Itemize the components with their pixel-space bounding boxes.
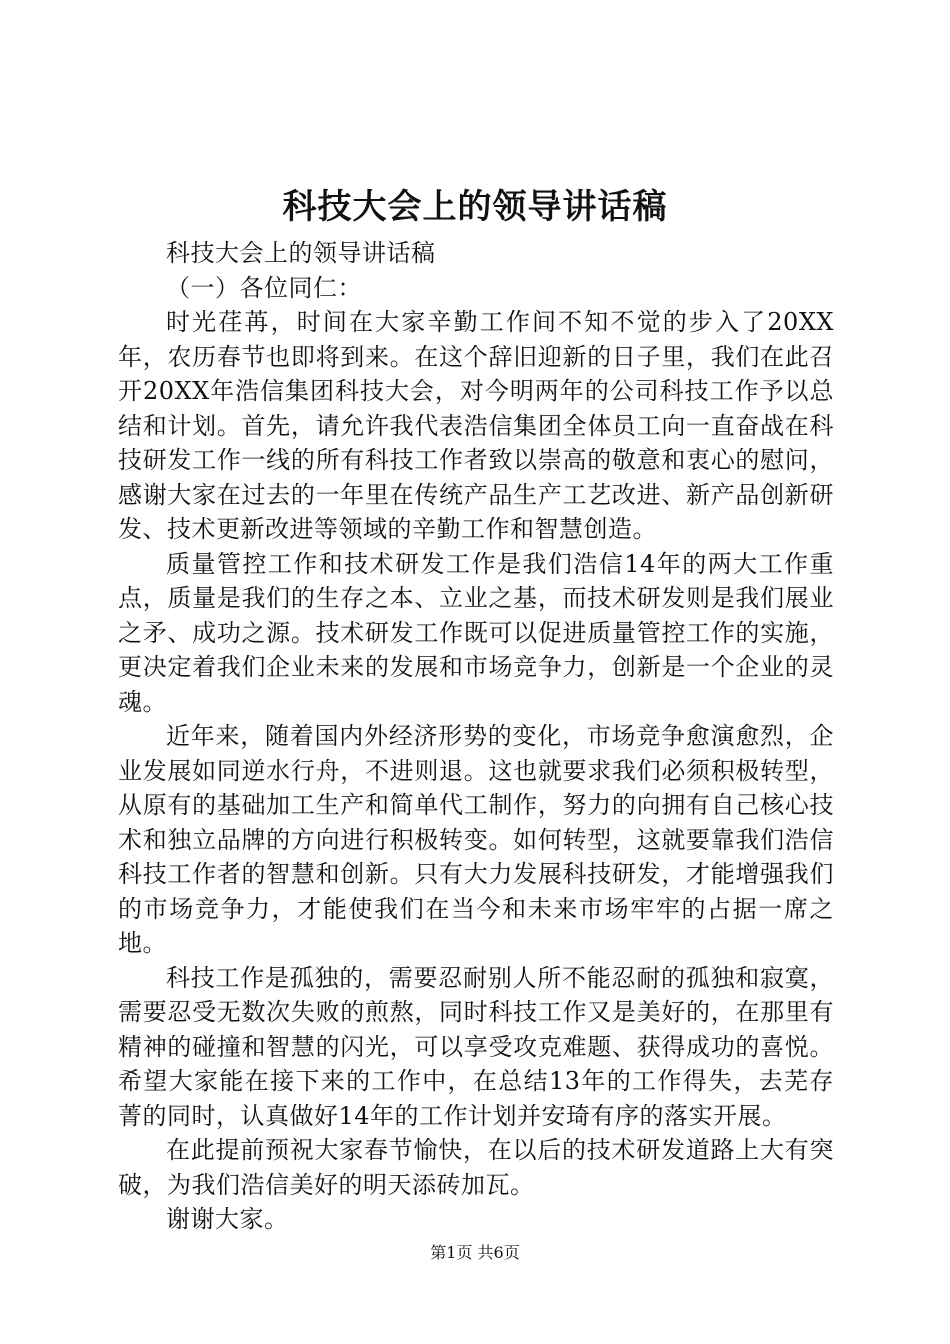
body-paragraph: 时光荏苒，时间在大家辛勤工作间不知不觉的步入了20XX年，农历春节也即将到来。在这个辞旧迎新的日子里，我们在此召开20XX年浩信集团科技大会，对今明两年的公司科技工作予以总结和计划。首先，请允许我代表浩信集团全体员工向一直奋战在科技研发工作一线的所有科技工作者致以崇高的敬意和衷心的慰问，感谢大家在过去的一年里在传统产品生产工艺改进、新产品创新研发、技术更新改进等领域的辛勤工作和智慧创造。 [118,308,834,543]
body-salutation: （一）各位同仁： [166,273,362,302]
body-paragraph: 科技工作是孤独的，需要忍耐别人所不能忍耐的孤独和寂寞，需要忍受无数次失败的煎熬，同时科技工作又是美好的，在那里有精神的碰撞和智慧的闪光，可以享受攻克难题、获得成功的喜悦。希望大家能在接下来的工作中，在总结13年的工作得失，去芜存菁的同时，认真做好14年的工作计划并安琦有序的落实开展。 [118,963,834,1130]
body-paragraph: 在此提前预祝大家春节愉快，在以后的技术研发道路上大有突破，为我们浩信美好的明天添砖加瓦。 [118,1136,834,1199]
body-closing: 谢谢大家。 [166,1205,289,1233]
document-title: 科技大会上的领导讲话稿 [282,187,668,227]
body-subtitle: 科技大会上的领导讲话稿 [166,239,436,267]
body-paragraph: 近年来，随着国内外经济形势的变化，市场竞争愈演愈烈，企业发展如同逆水行舟，不进则退。这也就要求我们必须积极转型，从原有的基础加工生产和简单代工制作，努力的向拥有自己核心技术和独立品牌的方向进行积极转变。如何转型，这就要靠我们浩信科技工作者的智慧和创新。只有大力发展科技研发，才能增强我们的市场竞争力，才能使我们在当今和未来市场牢牢的占据一席之地。 [118,722,834,957]
page-number-footer: 第1页 共6页 [430,1243,520,1262]
document-body [118,236,834,1237]
body-paragraph: 质量管控工作和技术研发工作是我们浩信14年的两大工作重点，质量是我们的生存之本、立业之基，而技术研发则是我们展业之矛、成功之源。技术研发工作既可以促进质量管控工作的实施，更决定着我们企业未来的发展和市场竞争力，创新是一个企业的灵魂。 [118,549,834,716]
